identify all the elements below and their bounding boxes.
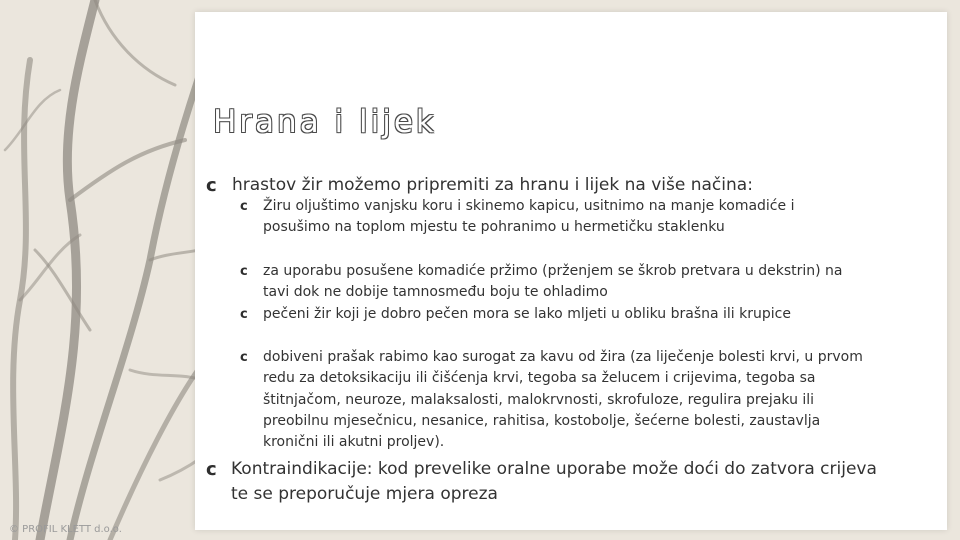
bullet-text: Kontraindikacije: kod prevelike oralne uporabe može doći do zatvora crijeva te se preporučuje mjera opreza: [231, 459, 877, 504]
bullet-icon: c: [206, 459, 217, 480]
copyright-footer: © PROFIL KLETT d.o.o.: [9, 524, 122, 535]
bullet-icon: c: [240, 199, 248, 214]
bullet-item: [206, 174, 852, 197]
sub-bullet-text: za uporabu posušene komadiće pržimo (prženjem se škrob pretvara u dekstrin) na tavi dok ne dobije tamnosmeđu boju te ohladimo: [263, 263, 843, 301]
slide-title: Hrana i lijek: [213, 104, 437, 140]
bullet-icon: c: [206, 175, 217, 196]
bullet-icon: c: [240, 307, 248, 322]
sub-bullet-text: Žiru oljuštimo vanjsku koru i skinemo kapicu, usitnimo na manje komadiće i posušimo na toplom mjestu te pohranimo u hermetičku staklenku: [263, 198, 795, 236]
sub-bullet-item: [240, 304, 863, 325]
bullet-icon: c: [240, 264, 248, 279]
bullet-icon: c: [240, 350, 248, 365]
bullet-text: hrastov žir možemo pripremiti za hranu i lijek na više načina:: [232, 175, 753, 195]
sub-bullet-text: dobiveni prašak rabimo kao surogat za kavu od žira (za liječenje bolesti krvi, u prvom redu za detoksikaciju ili čišćenja krvi, tegoba sa želucem i crijevima, tegoba sa štitnjačom, neuroze, malaksalosti, malokrvnosti, skrofuloze, regulira prejaku ili preobilnu mjesečnicu, nesanice, rahitisa, kostobolje, šećerne bolesti, zaustavlja kronični ili akutni proljev).: [263, 349, 863, 451]
sub-bullet-item: [240, 196, 863, 239]
sub-bullet-text: pečeni žir koji je dobro pečen mora se lako mljeti u obliku brašna ili krupice: [263, 306, 791, 322]
bullet-item: [206, 457, 881, 507]
sub-bullet-item: [240, 347, 863, 453]
sub-bullet-item: [240, 261, 863, 304]
